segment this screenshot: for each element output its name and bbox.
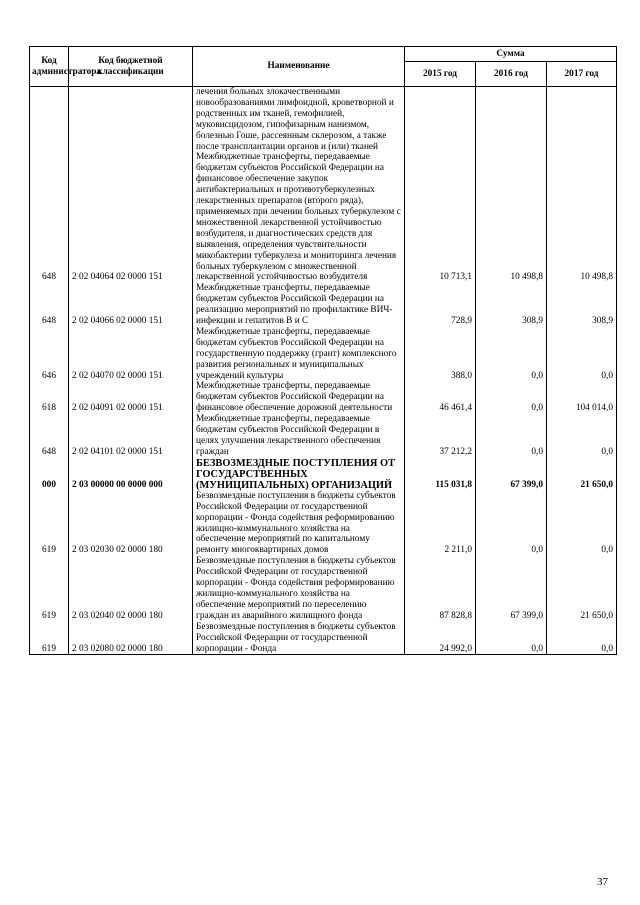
cell-2017: 0,0: [547, 491, 617, 556]
cell-2015: 728,9: [405, 283, 476, 327]
cell-2016: 67 399,0: [476, 458, 547, 491]
cell-2015: 388,0: [405, 327, 476, 382]
table-row: [30, 283, 617, 327]
cell-name: Безвозмездные поступления в бюджеты субъектов Российской Федерации от государственной корпорации - Фонда содействия реформированию жилищно-коммунального хозяйства на обеспечение мероприятий по капитальному ремонту многоквартирных домов: [193, 491, 405, 556]
cell-2017: 21 650,0: [547, 556, 617, 621]
budget-table: [29, 46, 617, 655]
cell-budget-code: 2 02 04101 02 0000 151: [69, 414, 193, 458]
cell-2016: 10 498,8: [476, 87, 547, 284]
cell-name-continuation: лечения больных злокачественными новообразованиями лимфоидной, кроветворной и родственных им тканей, гемофилией, муковисцидозом, гипофизарным нанизмом, болезнью Гоше, рассеянным склерозом, а также после трансплантации органов и (или) тканей: [196, 87, 394, 152]
cell-2015: 46 461,4: [405, 381, 476, 414]
cell-budget-code: 2 03 02030 02 0000 180: [69, 491, 193, 556]
table-row: [30, 87, 617, 284]
cell-admin-code: 619: [30, 556, 69, 621]
table-row: [30, 414, 617, 458]
table-row: [30, 622, 617, 655]
header-sum: Сумма: [405, 47, 617, 62]
cell-2017: 0,0: [547, 414, 617, 458]
cell-name: Межбюджетные трансферты, передаваемые бюджетам субъектов Российской Федерации на реализацию мероприятий по профилактике ВИЧ-инфекции и гепатитов В и С: [193, 283, 405, 327]
header-name: Наименование: [193, 47, 405, 87]
cell-2017: 21 650,0: [547, 458, 617, 491]
cell-2016: 308,9: [476, 283, 547, 327]
cell-2016: 0,0: [476, 414, 547, 458]
cell-budget-code: 2 02 04066 02 0000 151: [69, 283, 193, 327]
table-row-section-total: [30, 458, 617, 491]
cell-name: Безвозмездные поступления в бюджеты субъектов Российской Федерации от государственной корпорации - Фонда содействия реформированию жилищно-коммунального хозяйства на обеспечение мероприятий по переселению граждан из аварийного жилищного фонда: [193, 556, 405, 621]
cell-budget-code: 2 02 04091 02 0000 151: [69, 381, 193, 414]
header-year-2016: 2016 год: [476, 62, 547, 87]
cell-2017: 0,0: [547, 327, 617, 382]
cell-admin-code: 648: [30, 283, 69, 327]
cell-admin-code: 618: [30, 381, 69, 414]
table-row: [30, 381, 617, 414]
cell-admin-code: 648: [30, 87, 69, 284]
cell-name: БЕЗВОЗМЕЗДНЫЕ ПОСТУПЛЕНИЯ ОТ ГОСУДАРСТВЕННЫХ (МУНИЦИПАЛЬНЫХ) ОРГАНИЗАЦИЙ: [193, 458, 405, 491]
cell-2016: 0,0: [476, 327, 547, 382]
cell-2015: 37 212,2: [405, 414, 476, 458]
cell-name: Межбюджетные трансферты, передаваемые бюджетам субъектов Российской Федерации в целях улучшения лекарственного обеспечения граждан: [193, 414, 405, 458]
cell-budget-code: 2 03 00000 00 0000 000: [69, 458, 193, 491]
cell-name: Безвозмездные поступления в бюджеты субъектов Российской Федерации от государственной корпорации - Фонда: [193, 622, 405, 655]
cell-name: Межбюджетные трансферты, передаваемые бюджетам субъектов Российской Федерации на финансовое обеспечение дорожной деятельности: [193, 381, 405, 414]
page-number: 37: [597, 876, 608, 888]
header-year-2017: 2017 год: [547, 62, 617, 87]
cell-admin-code: 000: [30, 458, 69, 491]
table-row: [30, 327, 617, 382]
cell-budget-code: 2 03 02080 02 0000 180: [69, 622, 193, 655]
cell-admin-code: 619: [30, 622, 69, 655]
cell-name: Межбюджетные трансферты, передаваемые бюджетам субъектов Российской Федерации на государственную поддержку (грант) комплексного развития региональных и муниципальных учреждений культуры: [193, 327, 405, 382]
header-budget-code: Код бюджетной классификации: [69, 47, 193, 87]
header-admin-code: Код администратора: [30, 47, 69, 87]
header-year-2015: 2015 год: [405, 62, 476, 87]
cell-admin-code: 648: [30, 414, 69, 458]
cell-2016: 0,0: [476, 381, 547, 414]
cell-admin-code: 619: [30, 491, 69, 556]
cell-2016: 0,0: [476, 622, 547, 655]
cell-2016: 0,0: [476, 491, 547, 556]
cell-2017: 308,9: [547, 283, 617, 327]
cell-2016: 67 399,0: [476, 556, 547, 621]
cell-2017: 10 498,8: [547, 87, 617, 284]
cell-2015: 24 992,0: [405, 622, 476, 655]
table-row: [30, 556, 617, 621]
cell-2017: 104 014,0: [547, 381, 617, 414]
cell-2015: 87 828,8: [405, 556, 476, 621]
cell-2015: 10 713,1: [405, 87, 476, 284]
cell-2015: 2 211,0: [405, 491, 476, 556]
cell-budget-code: 2 03 02040 02 0000 180: [69, 556, 193, 621]
cell-name: [193, 87, 405, 284]
table-row: [30, 491, 617, 556]
cell-2015: 115 031,8: [405, 458, 476, 491]
cell-name-text: Межбюджетные трансферты, передаваемые бюджетам субъектов Российской Федерации на финансовое обеспечение закупок антибактериальных и противотуберкулезных лекарственных препаратов (второго ряда), применяемых при лечении больных туберкулезом с множественной лекарственной устойчивостью возбудителя, и диагностических средств для выявления, определения чувствительности микобактерии туберкулеза и мониторинга лечения больных туберкулезом с множественной лекарственной устойчивостью возбудителя: [196, 152, 401, 283]
cell-admin-code: 646: [30, 327, 69, 382]
cell-budget-code: 2 02 04070 02 0000 151: [69, 327, 193, 382]
cell-budget-code: 2 02 04064 02 0000 151: [69, 87, 193, 284]
cell-2017: 0,0: [547, 622, 617, 655]
